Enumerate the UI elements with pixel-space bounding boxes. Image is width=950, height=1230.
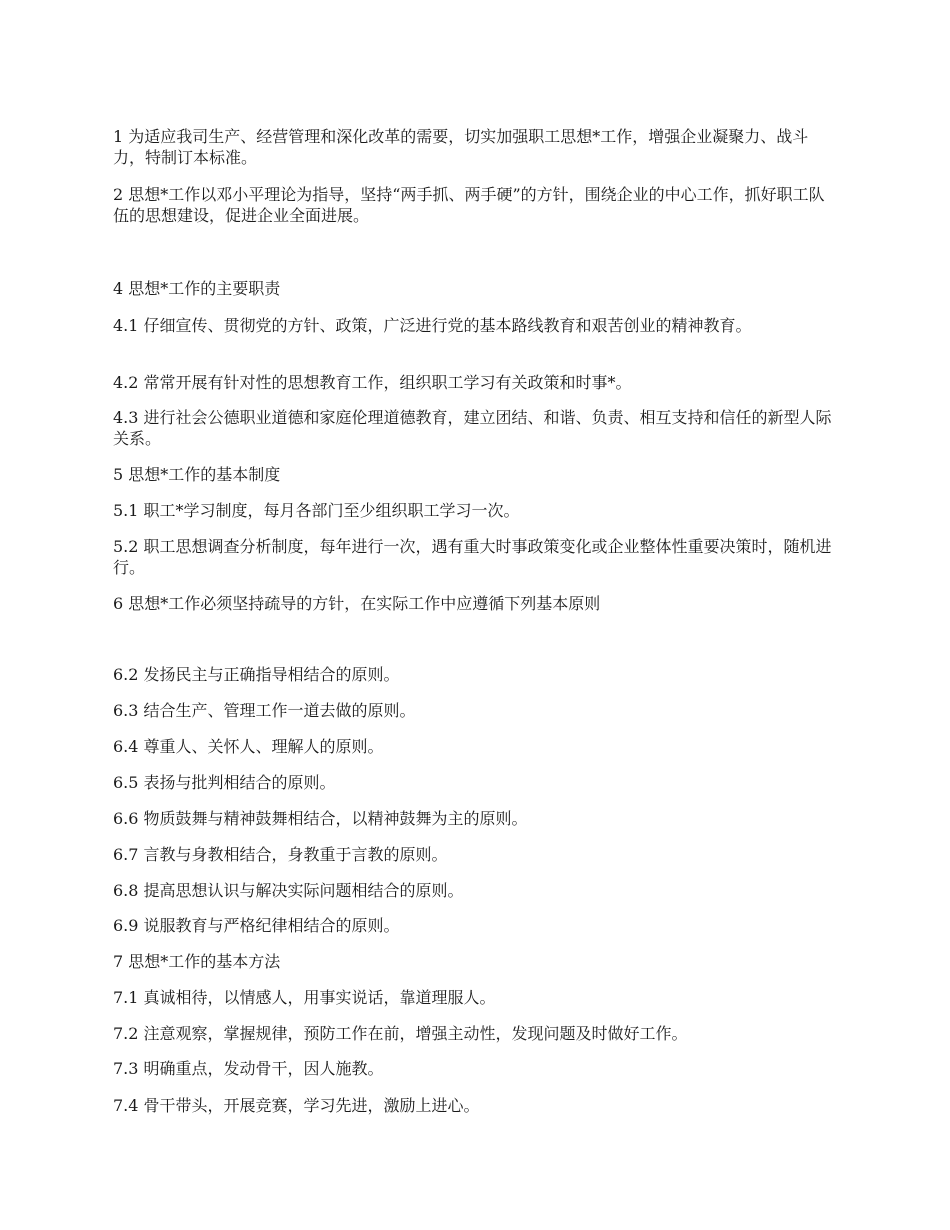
paragraph-6-7: 6.7 言教与身教相结合，身教重于言教的原则。 <box>113 845 448 864</box>
paragraph-4-3: 4.3 进行社会公德职业道德和家庭伦理道德教育，建立团结、和谐、负责、相互支持和信任的新型人际关系。 <box>113 408 832 448</box>
paragraph-6-3: 6.3 结合生产、管理工作一道去做的原则。 <box>113 701 416 720</box>
paragraph-7-1: 7.1 真诚相待，以情感人，用事实说话，靠道理服人。 <box>113 988 496 1007</box>
paragraph-4-1: 4.1 仔细宣传、贯彻党的方针、政策，广泛进行党的基本路线教育和艰苦创业的精神教育。 <box>113 316 752 335</box>
section-heading-7: 7 思想*工作的基本方法 <box>113 952 281 971</box>
section-heading-5: 5 思想*工作的基本制度 <box>113 465 281 484</box>
paragraph-6-2: 6.2 发扬民主与正确指导相结合的原则。 <box>113 665 400 684</box>
paragraph-7-4: 7.4 骨干带头，开展竞赛，学习先进，激励上进心。 <box>113 1096 480 1115</box>
paragraph-2: 2 思想*工作以邓小平理论为指导，坚持“两手抓、两手硬”的方针，围绕企业的中心工作，抓好职工队伍的思想建设，促进企业全面进展。 <box>113 185 825 225</box>
paragraph-7-3: 7.3 明确重点，发动骨干，因人施教。 <box>113 1059 384 1078</box>
paragraph-6-9: 6.9 说服教育与严格纪律相结合的原则。 <box>113 916 400 935</box>
section-heading-4: 4 思想*工作的主要职责 <box>113 279 281 298</box>
paragraph-6-4: 6.4 尊重人、关怀人、理解人的原则。 <box>113 737 384 756</box>
paragraph-6-5: 6.5 表扬与批判相结合的原则。 <box>113 773 336 792</box>
paragraph-7-2: 7.2 注意观察，掌握规律，预防工作在前，增强主动性，发现问题及时做好工作。 <box>113 1024 688 1043</box>
paragraph-1: 1 为适应我司生产、经营管理和深化改革的需要，切实加强职工思想*工作，增强企业凝聚力、战斗力，特制订本标准。 <box>113 127 809 167</box>
paragraph-5-2: 5.2 职工思想调查分析制度，每年进行一次，遇有重大时事政策变化或企业整体性重要决策时，随机进行。 <box>113 537 832 577</box>
section-heading-6: 6 思想*工作必须坚持疏导的方针，在实际工作中应遵循下列基本原则 <box>113 594 601 613</box>
paragraph-4-2: 4.2 常常开展有针对性的思想教育工作，组织职工学习有关政策和时事*。 <box>113 373 632 392</box>
paragraph-6-8: 6.8 提高思想认识与解决实际问题相结合的原则。 <box>113 881 464 900</box>
paragraph-5-1: 5.1 职工*学习制度，每月各部门至少组织职工学习一次。 <box>113 501 520 520</box>
paragraph-6-6: 6.6 物质鼓舞与精神鼓舞相结合，以精神鼓舞为主的原则。 <box>113 809 528 828</box>
